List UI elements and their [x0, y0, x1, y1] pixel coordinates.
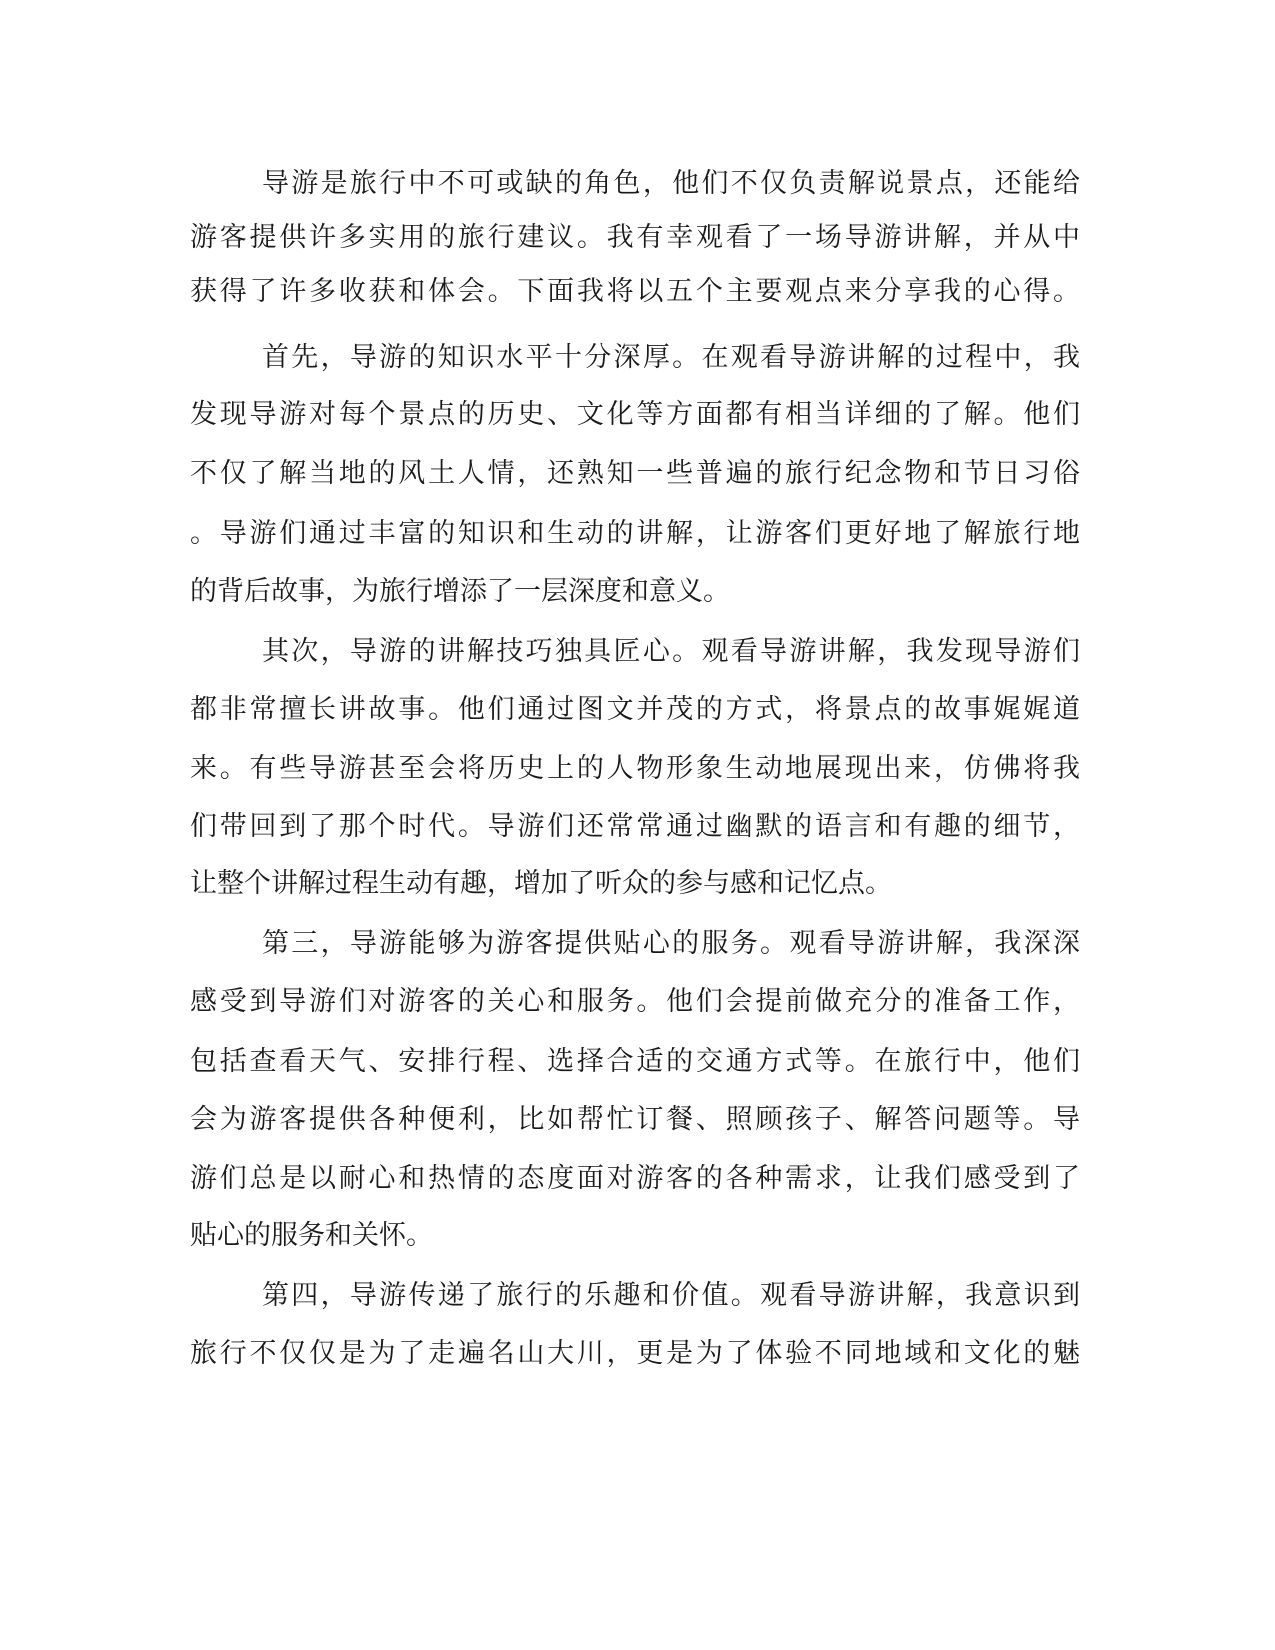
- paragraph-5-line-2: 旅行不仅仅是为了走遍名山大川，更是为了体验不同地域和文化的魅: [190, 1338, 1080, 1369]
- paragraph-3-line-4: 们带回到了那个时代。导游们还常常通过幽默的语言和有趣的细节，: [190, 811, 1080, 842]
- paragraph-1-line-2: 游客提供许多实用的旅行建议。我有幸观看了一场导游讲解，并从中: [190, 222, 1080, 253]
- paragraph-4-line-2: 感受到导游们对游客的关心和服务。他们会提前做充分的准备工作，: [190, 986, 1080, 1017]
- paragraph-2-line-4: 。导游们通过丰富的知识和生动的讲解，让游客们更好地了解旅行地: [190, 518, 1080, 549]
- paragraph-2-line-2: 发现导游对每个景点的历史、文化等方面都有相当详细的了解。他们: [190, 399, 1080, 430]
- paragraph-3-line-2: 都非常擅长讲故事。他们通过图文并茂的方式，将景点的故事娓娓道: [190, 694, 1080, 725]
- paragraph-2-line-5: 的背后故事，为旅行增添了一层深度和意义。: [190, 576, 730, 607]
- paragraph-3-line-5: 让整个讲解过程生动有趣，增加了听众的参与感和记忆点。: [190, 868, 892, 899]
- paragraph-3-line-1: 其次，导游的讲解技巧独具匠心。观看导游讲解，我发现导游们: [262, 636, 1080, 667]
- paragraph-4-line-3: 包括查看天气、安排行程、选择合适的交通方式等。在旅行中，他们: [190, 1046, 1080, 1077]
- paragraph-2-line-3: 不仅了解当地的风土人情，还熟知一些普遍的旅行纪念物和节日习俗: [190, 458, 1080, 489]
- paragraph-4-line-1: 第三，导游能够为游客提供贴心的服务。观看导游讲解，我深深: [262, 928, 1080, 959]
- paragraph-1-line-3: 获得了许多收获和体会。下面我将以五个主要观点来分享我的心得。: [190, 276, 1080, 307]
- paragraph-4-line-5: 游们总是以耐心和热情的态度面对游客的各种需求，让我们感受到了: [190, 1163, 1080, 1194]
- paragraph-5-line-1: 第四，导游传递了旅行的乐趣和价值。观看导游讲解，我意识到: [262, 1280, 1080, 1311]
- paragraph-1-line-1: 导游是旅行中不可或缺的角色，他们不仅负责解说景点，还能给: [262, 168, 1080, 199]
- paragraph-4-line-6: 贴心的服务和关怀。: [190, 1220, 433, 1251]
- paragraph-4-line-4: 会为游客提供各种便利，比如帮忙订餐、照顾孩子、解答问题等。导: [190, 1104, 1080, 1135]
- paragraph-3-line-3: 来。有些导游甚至会将历史上的人物形象生动地展现出来，仿佛将我: [190, 753, 1080, 784]
- paragraph-2-line-1: 首先，导游的知识水平十分深厚。在观看导游讲解的过程中，我: [262, 342, 1080, 373]
